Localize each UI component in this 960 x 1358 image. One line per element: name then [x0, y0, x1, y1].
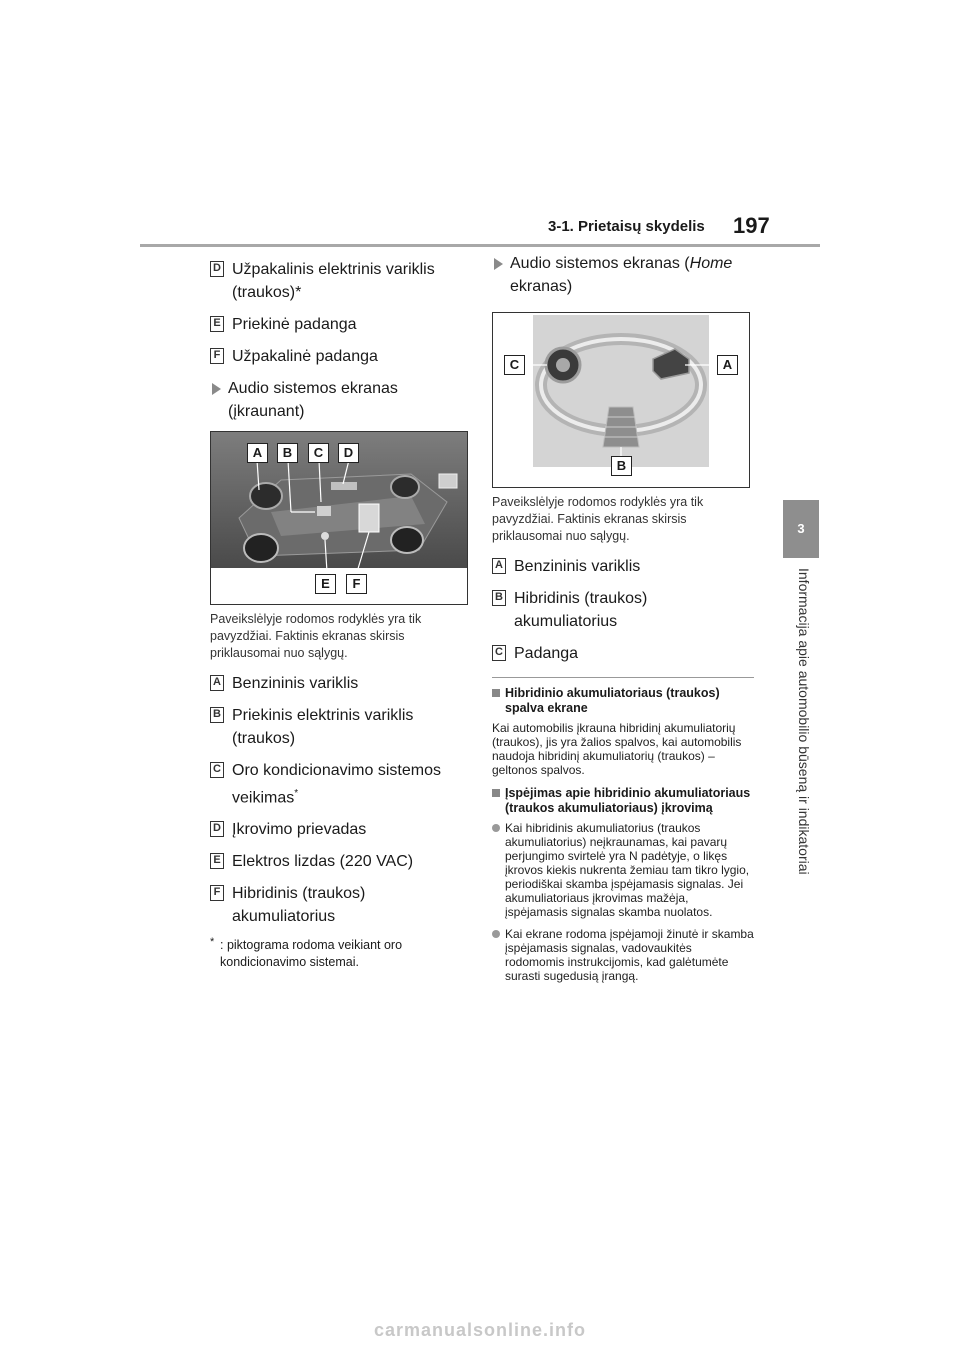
- footnote-marker: *: [294, 788, 299, 799]
- left-column: [210, 258, 472, 971]
- item-text: Priekinė padanga: [232, 316, 357, 333]
- label-box: D: [210, 821, 224, 837]
- callout-e: E: [315, 574, 336, 594]
- item-text: Užpakalinė padanga: [232, 348, 378, 365]
- screen-heading: Audio sistemos ekranas (įkraunant): [210, 377, 472, 423]
- callout-a: A: [717, 355, 738, 375]
- label-box: B: [492, 590, 506, 606]
- item-text: Benzininis variklis: [514, 558, 641, 575]
- list-item: [492, 642, 754, 665]
- note-heading: Įspėjimas apie hibridinio akumuliatoriaus (traukos akumuliatoriaus) įkrovimą: [492, 786, 754, 816]
- callout-d: D: [338, 443, 359, 463]
- triangle-bullet-icon: [494, 258, 503, 270]
- dot-bullet-icon: [492, 824, 500, 832]
- page-number: 197: [733, 213, 770, 238]
- section-divider: [492, 677, 754, 678]
- footnote: * : piktograma rodoma veikiant oro kondicionavimo sistemai.: [210, 936, 403, 970]
- figure-caption: Paveikslėlyje rodomos rodyklės yra tik pavyzdžiai. Faktinis ekranas skirsis priklausomai nuo sąlygų.: [492, 495, 704, 543]
- label-box: E: [210, 853, 224, 869]
- screen-heading: Audio sistemos ekranas (Home ekranas): [492, 252, 754, 298]
- square-bullet-icon: [492, 689, 500, 697]
- section-title: 3-1. Prietaisų skydelis: [548, 218, 705, 235]
- square-bullet-icon: [492, 789, 500, 797]
- list-item: [210, 882, 472, 928]
- item-text: Oro kondicionavimo sistemos veikimas: [232, 762, 441, 807]
- list-item: [210, 258, 472, 304]
- label-box: F: [210, 885, 224, 901]
- list-item: [210, 313, 472, 336]
- item-text: Hibridinis (traukos) akumuliatorius: [232, 885, 366, 926]
- callout-b: B: [277, 443, 298, 463]
- item-text: Benzininis variklis: [232, 675, 359, 692]
- triangle-bullet-icon: [212, 383, 221, 395]
- list-item: [210, 704, 472, 750]
- item-text: Priekinis elektrinis variklis (traukos): [232, 707, 414, 747]
- label-box: C: [492, 645, 506, 661]
- list-item: [210, 850, 472, 873]
- callout-c: C: [308, 443, 329, 463]
- item-text: Hibridinis (traukos) akumuliatorius: [514, 590, 648, 630]
- callout-c: C: [504, 355, 525, 375]
- label-box: B: [210, 707, 224, 723]
- item-text: Užpakalinis elektrinis variklis (traukos)*: [232, 261, 435, 301]
- bullet-item: Kai hibridinis akumuliatorius (traukos akumuliatorius) neįkraunamas, kai pavarų perjungimo svirtelė yra N padėtyje, o likęs įkrovos kiekis nukrenta žemiau tam tikro lygio, periodiškai skamba įspėjamasis signalas. Jei akumuliatoriaus įkrovimas mažėja, įspėjamasis signalas skamba nuolatos.: [492, 821, 754, 919]
- label-box: F: [210, 348, 224, 364]
- chapter-tab: 3: [783, 500, 819, 558]
- label-box: A: [210, 675, 224, 691]
- label-box: E: [210, 316, 224, 332]
- list-item: [210, 672, 472, 695]
- item-text: Elektros lizdas (220 VAC): [232, 853, 414, 871]
- list-item: [492, 555, 754, 578]
- home-screen-figure: [492, 312, 750, 488]
- bullet-item: Kai ekrane rodoma įspėjamoji žinutė ir skamba įspėjamasis signalas, vadovaukitės rodomomis instrukcijomis, kad galėtumėte surasti sugedusią įrangą.: [492, 927, 754, 983]
- label-box: A: [492, 558, 506, 574]
- figure-caption: Paveikslėlyje rodomos rodyklės yra tik pavyzdžiai. Faktinis ekranas skirsis priklausomai nuo sąlygų.: [210, 612, 422, 660]
- callout-f: F: [346, 574, 367, 594]
- watermark: carmanualsonline.info: [373, 1320, 587, 1340]
- header-rule: [140, 244, 820, 247]
- note-heading: Hibridinio akumuliatoriaus (traukos) spalva ekrane: [492, 686, 754, 716]
- label-box: D: [210, 261, 224, 277]
- list-item: [210, 345, 472, 368]
- label-box: C: [210, 762, 224, 778]
- item-text: Padanga: [514, 645, 579, 662]
- item-text: Įkrovimo prievadas: [232, 821, 367, 839]
- list-item: [492, 587, 754, 633]
- list-item: [210, 759, 472, 809]
- chapter-title: Informacija apie automobilio būseną ir indikatoriai: [796, 568, 812, 875]
- note-body: Kai automobilis įkrauna hibridinį akumuliatorių (traukos), jis yra žalios spalvos, kai automobilis naudoja hibridinį akumuliatorių (traukos) – geltonos spalvos.: [492, 721, 742, 777]
- right-column: [492, 252, 754, 991]
- charging-screen-figure: [210, 431, 468, 605]
- footnote-star: *: [210, 936, 215, 949]
- callout-a: A: [247, 443, 268, 463]
- dot-bullet-icon: [492, 930, 500, 938]
- list-item: [210, 818, 472, 841]
- callout-b: B: [611, 456, 632, 476]
